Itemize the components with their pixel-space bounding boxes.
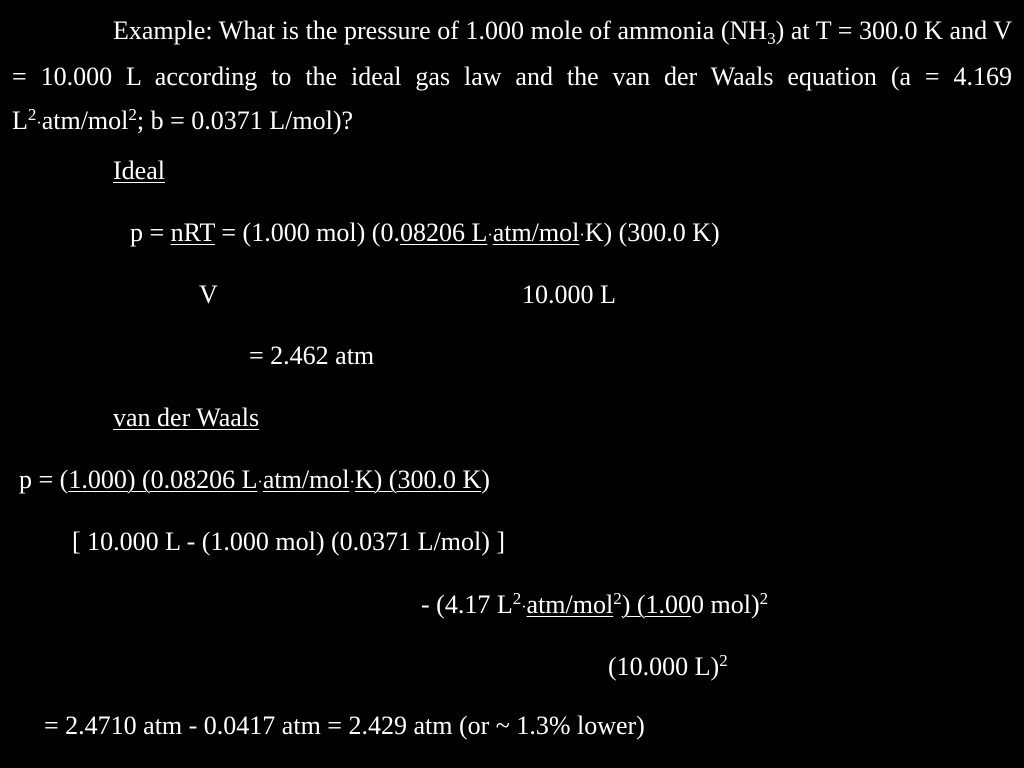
middle-dot: · [521,599,527,616]
superscript: 2 [613,589,622,608]
problem-text-1: Example: What is the pressure of 1.000 mole of ammonia (NH [113,16,768,45]
subscript-3: 3 [767,29,776,48]
vdw-l3-prefix: - (4.17 L [421,590,513,619]
middle-dot: · [349,474,355,491]
vdw-l1-suffix: ) [481,465,490,494]
superscript: 2 [719,651,728,670]
middle-dot: · [579,227,585,244]
vdw-l3-unit: atm/mol [526,590,614,619]
ideal-denominator-value: 10.000 L [522,280,616,309]
problem-text-2: ) at T = 300.0 K and V = 10.000 L according to the ideal gas law and the van der Waals equation (a = 4.169 L [12,16,1012,135]
vdw-line-4 [608,652,728,680]
superscript-2b: 2 [128,105,137,124]
ideal-heading: Ideal [113,156,165,185]
vdw-l1-numerator-unit: atm/mol [262,465,350,494]
ideal-eq-mid: = (1.000 mol) (0. [214,218,400,247]
vdw-l1-prefix: p = ( [19,465,69,494]
ideal-eq-tail: K) (300.0 K) [584,218,720,247]
ideal-eq-prefix: p = [130,218,171,247]
vdw-l3-moles: ) (1.00 [621,590,692,619]
ideal-r-unit: atm/mol [492,218,580,247]
vdw-l1-numerator-a: 1.000) (0.08206 L [68,465,258,494]
middle-dot: · [257,474,263,491]
vdw-line-3 [421,590,768,618]
ideal-result: = 2.462 atm [249,341,375,370]
vdw-line-2-denominator: [ 10.000 L - (1.000 mol) (0.0371 L/mol) ] [72,527,506,556]
vdw-final-result: = 2.4710 atm - 0.0417 atm = 2.429 atm (or ~ 1.3% lower) [44,711,645,740]
vdw-l4-volume: (10.000 L) [608,652,720,681]
problem-text-3: atm/mol [41,106,129,135]
vdw-l1-numerator-b: K) (300.0 K [354,465,482,494]
ideal-equation [130,220,720,246]
superscript: 2 [512,589,522,608]
vdw-heading: van der Waals [113,403,260,432]
problem-statement [12,12,1012,143]
middle-dot: · [487,227,493,244]
problem-text-4: ; b = 0.0371 L/mol)? [136,106,354,135]
ideal-r-number: 08206 L [399,218,488,247]
vdw-line-1 [19,467,490,493]
superscript-2a: 2 [27,105,37,124]
vdw-l3-tail: 0 mol) [691,590,760,619]
ideal-numerator-nrt: nRT [170,218,215,247]
ideal-denominator-v: V [199,280,218,309]
middle-dot: · [36,115,42,132]
superscript: 2 [759,589,769,608]
